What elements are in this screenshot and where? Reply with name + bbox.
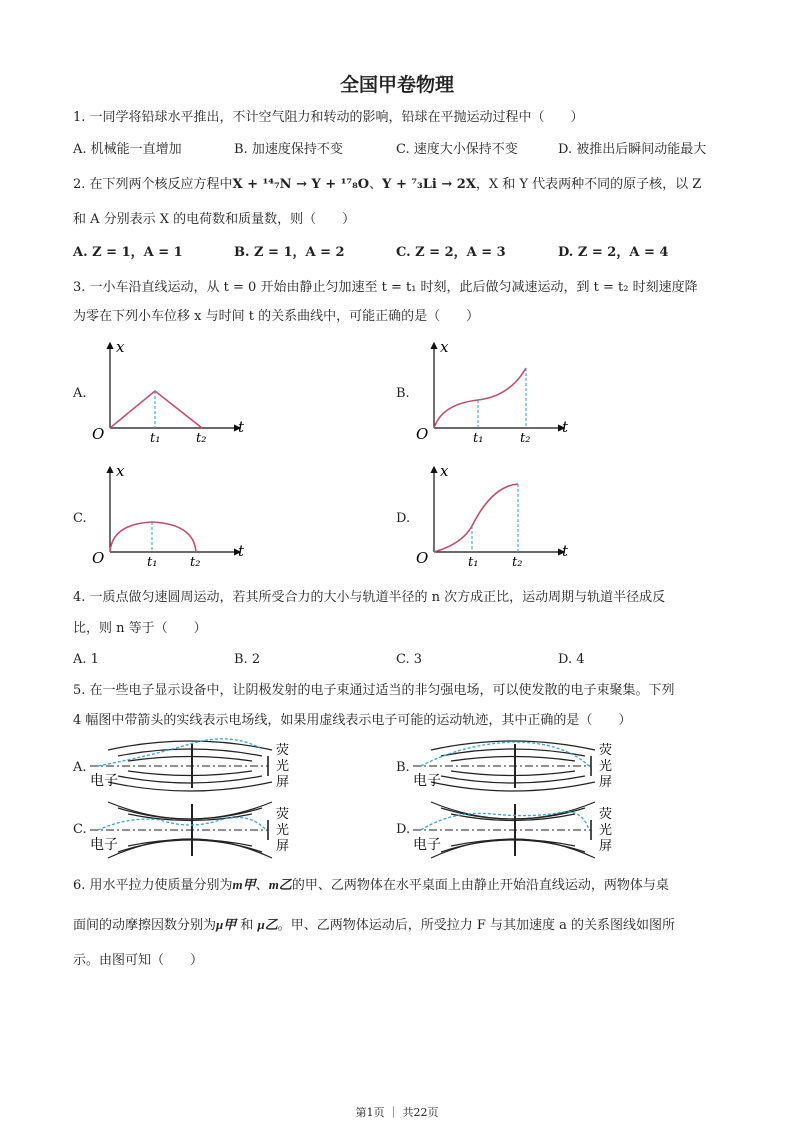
q1-option-a: A. 机械能一直增加 bbox=[73, 142, 182, 157]
q5-b-screen-1: 荧 bbox=[599, 743, 613, 758]
q1-stem: 1. 一同学将铅球水平推出，不计空气阻力和转动的影响，铅球在平抛运动过程中（ ） bbox=[73, 110, 584, 125]
q4-line1: 4. 一质点做匀速圆周运动，若其所受合力的大小与轨道半径的 n 次方成正比，运动周期与轨道半径成反 bbox=[73, 590, 666, 605]
q5-d-screen-3: 屏 bbox=[599, 839, 613, 854]
q6-mass-yi: m乙 bbox=[268, 877, 292, 892]
q2-option-c: C. Z = 2，A = 3 bbox=[396, 245, 506, 260]
q3-d-t2: t₂ bbox=[512, 555, 523, 570]
q4-option-a: A. 1 bbox=[73, 652, 99, 667]
q5-diagram-c bbox=[90, 800, 300, 860]
q3-graph-a bbox=[90, 338, 250, 448]
q3-c-y-label: x bbox=[116, 462, 125, 480]
q5-a-electron: 电子 bbox=[90, 773, 118, 789]
q2-equation-1: X + ¹⁴₇N → Y + ¹⁷₈O bbox=[232, 177, 370, 192]
q2-option-d: D. Z = 2，A = 4 bbox=[558, 245, 669, 260]
q6-mu-yi: μ乙 bbox=[257, 917, 278, 932]
q3-a-t1: t₁ bbox=[150, 431, 161, 446]
q3-b-origin: O bbox=[416, 425, 429, 443]
q6-line2-pre: 面间的动摩擦因数分别为 bbox=[73, 918, 217, 933]
q2-equation-2: Y + ⁷₃Li → 2X bbox=[382, 177, 476, 192]
q6-mu-jia: μ甲 bbox=[216, 917, 237, 932]
q3-d-y-label: x bbox=[440, 462, 449, 480]
q5-d-screen-1: 荧 bbox=[599, 807, 613, 822]
q3-c-t2: t₂ bbox=[190, 555, 201, 570]
q6-sep: 、 bbox=[255, 878, 269, 893]
q3-b-t2: t₂ bbox=[520, 431, 531, 446]
q5-d-screen-2: 光 bbox=[599, 823, 613, 838]
q5-diagram-d bbox=[413, 800, 623, 860]
q5-a-screen-1: 荧 bbox=[276, 743, 290, 758]
q5-diagram-b bbox=[413, 738, 623, 798]
q3-line2: 为零在下列小车位移 x 与时间 t 的关系曲线中，可能正确的是（ ） bbox=[73, 309, 480, 324]
q3-d-x-label: t bbox=[562, 542, 569, 560]
q4-option-b: B. 2 bbox=[234, 652, 261, 667]
q4-line2: 比，则 n 等于（ ） bbox=[73, 621, 207, 636]
q2-stem-pre: 2. 在下列两个核反应方程中 bbox=[73, 177, 233, 192]
q6-line2 bbox=[73, 917, 675, 934]
q5-d-electron: 电子 bbox=[413, 837, 441, 853]
q2-sep: 、 bbox=[369, 177, 383, 192]
q3-d-origin: O bbox=[416, 549, 429, 567]
q3-a-t2: t₂ bbox=[196, 431, 207, 446]
q4-option-d: D. 4 bbox=[558, 652, 585, 667]
q2-line2: 和 A 分别表示 X 的电荷数和质量数，则（ ） bbox=[73, 212, 356, 227]
q6-line2-post: 。甲、乙两物体运动后，所受拉力 F 与其加速度 a 的关系图线如图所 bbox=[277, 918, 676, 933]
q2-stem-post: ，X 和 Y 代表两种不同的原子核，以 Z bbox=[475, 177, 702, 192]
q1-option-c: C. 速度大小保持不变 bbox=[396, 142, 518, 157]
q5-b-screen-3: 屏 bbox=[599, 775, 613, 790]
q3-label-a: A. bbox=[73, 386, 87, 401]
q3-graph-d bbox=[414, 462, 574, 572]
q5-c-screen-1: 荧 bbox=[276, 807, 290, 822]
page-footer: 第1页 ｜ 共22页 bbox=[355, 1106, 439, 1119]
q3-a-x-label: t bbox=[238, 418, 245, 436]
q5-c-screen-3: 屏 bbox=[276, 839, 290, 854]
q3-b-y-label: x bbox=[440, 338, 449, 356]
q3-graph-b bbox=[414, 338, 574, 448]
q6-line1-post: 的甲、乙两物体在水平桌面上由静止开始沿直线运动，两物体与桌 bbox=[291, 878, 669, 893]
q4-option-c: C. 3 bbox=[396, 652, 423, 667]
q5-diagram-a bbox=[90, 738, 300, 798]
q5-a-screen-2: 光 bbox=[276, 759, 290, 774]
q3-a-y-label: x bbox=[116, 338, 125, 356]
q5-c-screen-2: 光 bbox=[276, 823, 290, 838]
q5-label-a: A. bbox=[73, 760, 87, 775]
q1-option-b: B. 加速度保持不变 bbox=[234, 142, 343, 157]
q6-line1 bbox=[73, 877, 669, 894]
q3-b-t1: t₁ bbox=[473, 431, 484, 446]
q3-b-x-label: t bbox=[562, 418, 569, 436]
q2-option-b: B. Z = 1，A = 2 bbox=[234, 245, 345, 260]
q3-label-b: B. bbox=[396, 386, 410, 401]
q5-b-screen-2: 光 bbox=[599, 759, 613, 774]
q2-stem bbox=[73, 177, 701, 193]
q1-option-d: D. 被推出后瞬间动能最大 bbox=[558, 142, 707, 157]
q3-c-t1: t₁ bbox=[147, 555, 158, 570]
q5-a-screen-3: 屏 bbox=[276, 775, 290, 790]
q3-label-d: D. bbox=[396, 511, 411, 526]
q2-option-a: A. Z = 1，A = 1 bbox=[73, 245, 183, 260]
q3-c-origin: O bbox=[92, 549, 105, 567]
q3-label-c: C. bbox=[73, 511, 87, 526]
page-title: 全国甲卷物理 bbox=[339, 74, 454, 96]
q3-c-x-label: t bbox=[238, 542, 245, 560]
q6-line1-pre: 6. 用水平拉力使质量分别为 bbox=[73, 878, 233, 893]
q5-b-electron: 电子 bbox=[413, 773, 441, 789]
q5-label-b: B. bbox=[396, 760, 410, 775]
q5-line2: 4 幅图中带箭头的实线表示电场线，如果用虚线表示电子可能的运动轨迹，其中正确的是（ ） bbox=[73, 713, 632, 728]
q5-line1: 5. 在一些电子显示设备中，让阴极发射的电子束通过适当的非匀强电场，可以使发散的电子束聚集。下列 bbox=[73, 683, 675, 698]
q3-a-origin: O bbox=[92, 425, 105, 443]
q6-line3: 示。由图可知（ ） bbox=[73, 953, 204, 968]
q6-and: 和 bbox=[236, 918, 258, 933]
q5-c-electron: 电子 bbox=[90, 837, 118, 853]
q3-d-t1: t₁ bbox=[468, 555, 479, 570]
q3-line1: 3. 一小车沿直线运动，从 t = 0 开始由静止匀加速至 t = t₁ 时刻，此后做匀减速运动，到 t = t₂ 时刻速度降 bbox=[73, 280, 698, 295]
q3-graph-c bbox=[90, 462, 250, 572]
q5-label-c: C. bbox=[73, 822, 87, 837]
q6-mass-jia: m甲 bbox=[232, 877, 256, 892]
q5-label-d: D. bbox=[396, 822, 411, 837]
